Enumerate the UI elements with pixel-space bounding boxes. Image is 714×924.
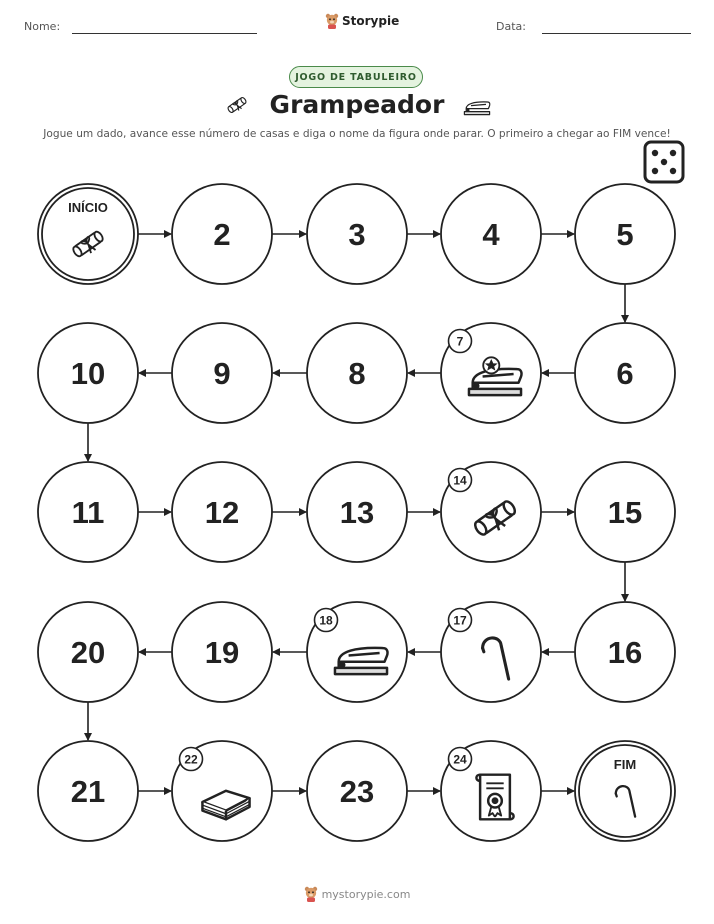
space-number: 15 [607, 495, 643, 530]
end-label: FIM [613, 757, 637, 772]
board-space-4 [441, 184, 541, 284]
date-label: Data: [496, 20, 526, 33]
board-space-21 [38, 741, 138, 841]
space-number: 10 [70, 356, 106, 391]
board-space-15 [575, 462, 675, 562]
page-title: Grampeador [269, 90, 445, 119]
space-number: 2 [213, 217, 231, 252]
space-number: 23 [339, 774, 375, 809]
space-number: 8 [348, 356, 366, 391]
space-number: 4 [482, 217, 500, 252]
board-space-1 [38, 184, 138, 284]
board-space-6 [575, 323, 675, 423]
space-number: 9 [213, 356, 231, 391]
board-space-13 [307, 462, 407, 562]
space-number: 18 [319, 613, 333, 628]
space-number: 5 [616, 217, 634, 252]
game-type-badge: JOGO DE TABULEIRO [289, 66, 423, 88]
space-number: 6 [616, 356, 634, 391]
board-space-2 [172, 184, 272, 284]
board-space-17 [441, 602, 541, 702]
space-number: 24 [453, 752, 467, 767]
instructions-text: Jogue um dado, avance esse número de casas e diga o nome da figura onde parar. O primeiro a chegar ao FIM vence! [43, 128, 671, 140]
board-space-23 [307, 741, 407, 841]
start-label: INÍCIO [68, 200, 108, 215]
space-number: 20 [70, 635, 106, 670]
board-space-12 [172, 462, 272, 562]
footer [0, 886, 714, 902]
board-space-19 [172, 602, 272, 702]
board-space-20 [38, 602, 138, 702]
space-number: 21 [70, 774, 106, 809]
space-number: 17 [453, 613, 467, 628]
board-space-22 [172, 741, 272, 841]
space-number: 7 [456, 334, 464, 349]
board-space-8 [307, 323, 407, 423]
board-space-10 [38, 323, 138, 423]
space-number: 14 [453, 473, 467, 488]
brand-name: Storypie [342, 14, 400, 28]
board-space-3 [307, 184, 407, 284]
certificate-icon [476, 775, 513, 820]
board-space-16 [575, 602, 675, 702]
space-number: 12 [204, 495, 240, 530]
space-number: 16 [607, 635, 643, 670]
name-label: Nome: [24, 20, 61, 33]
board-space-11 [38, 462, 138, 562]
space-number: 22 [184, 752, 198, 767]
space-number: 19 [204, 635, 240, 670]
board-space-9 [172, 323, 272, 423]
bear-mascot-icon [304, 886, 318, 902]
space-number: 11 [71, 495, 105, 530]
footer-url: mystorypie.com [321, 887, 411, 901]
board-space-5 [575, 184, 675, 284]
board-space-25 [575, 741, 675, 841]
space-number: 3 [348, 217, 366, 252]
space-number: 13 [339, 495, 375, 530]
